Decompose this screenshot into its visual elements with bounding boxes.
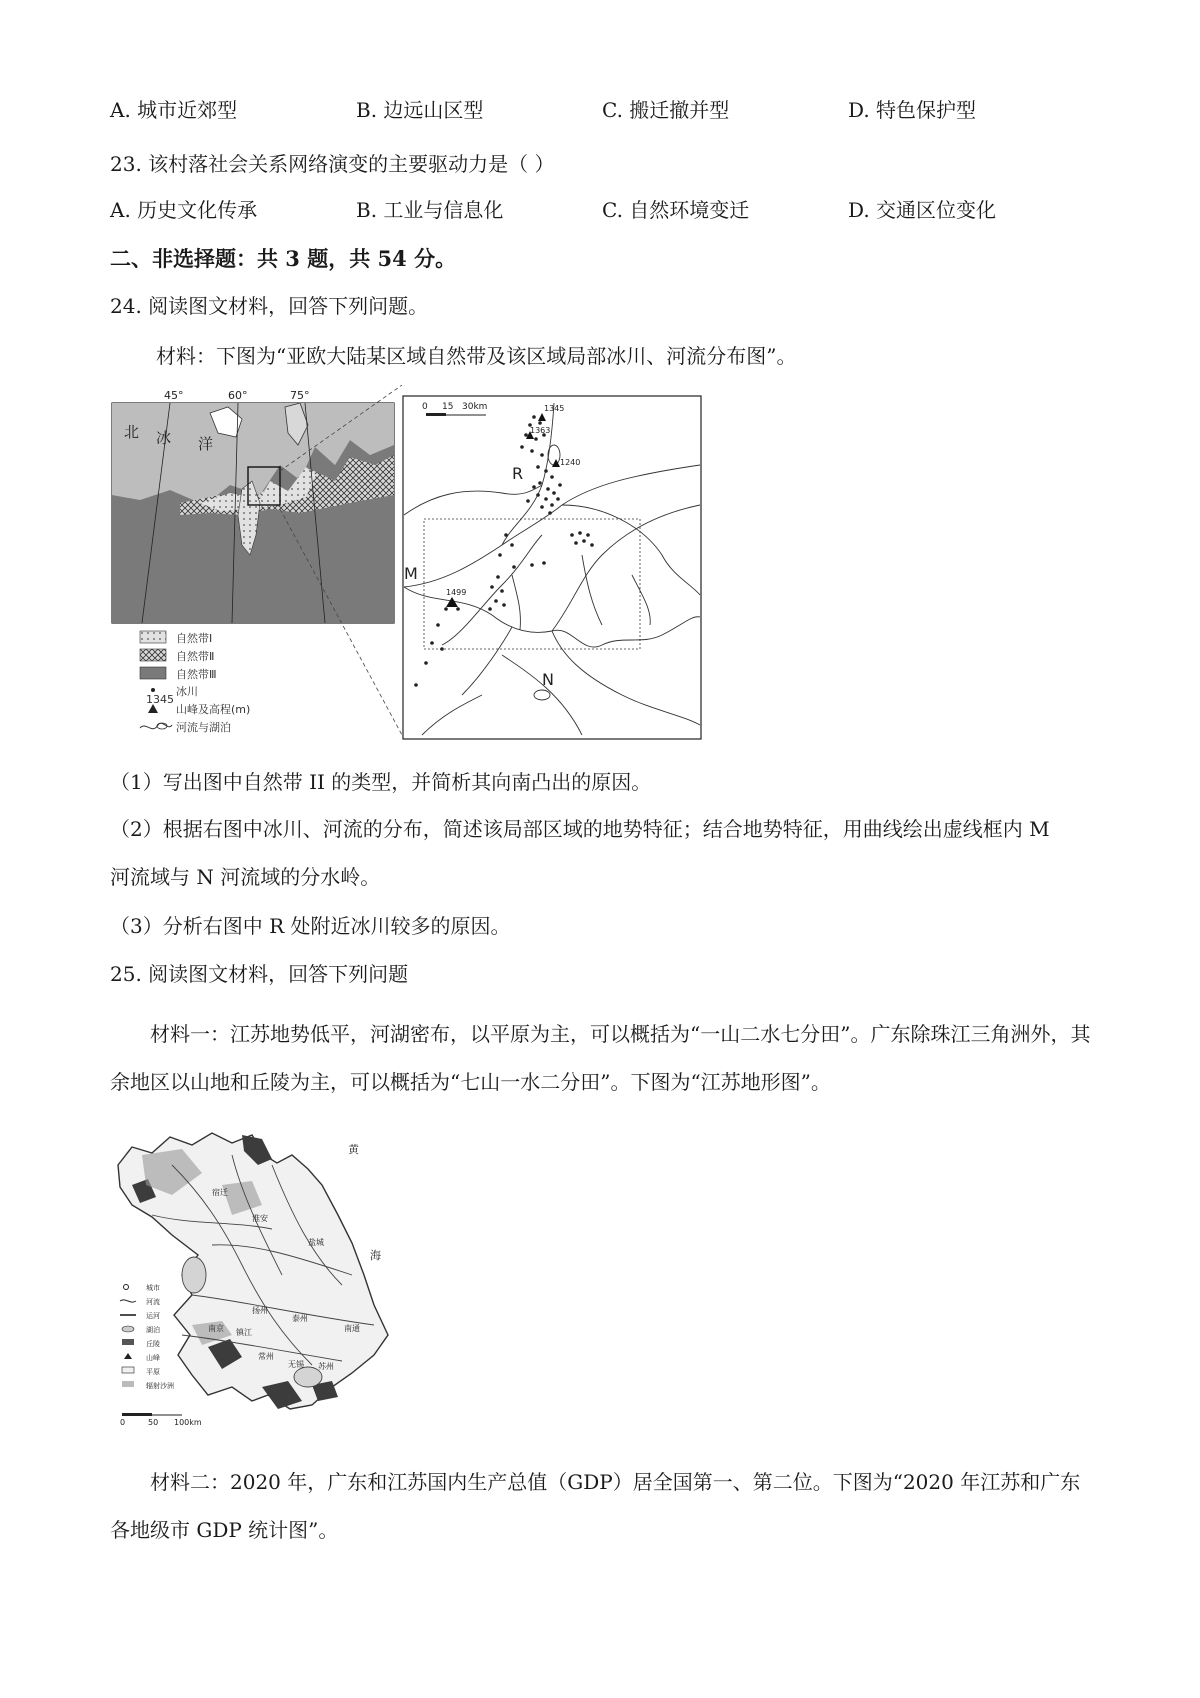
svg-text:淮安: 淮安 bbox=[252, 1214, 268, 1223]
svg-text:30km: 30km bbox=[462, 402, 488, 412]
sea-char-1: 黄 bbox=[348, 1143, 359, 1156]
svg-text:平原: 平原 bbox=[146, 1368, 160, 1376]
svg-text:河流: 河流 bbox=[146, 1298, 160, 1306]
sea-char-2: 海 bbox=[370, 1249, 381, 1262]
dark-fill-icon bbox=[140, 667, 166, 679]
svg-text:苏州: 苏州 bbox=[318, 1362, 334, 1371]
svg-text:宿迁: 宿迁 bbox=[212, 1188, 228, 1197]
lon-label-45: 45° bbox=[164, 389, 184, 402]
letter-r: R bbox=[512, 464, 524, 483]
legend-label-river: 河流与湖泊 bbox=[176, 721, 231, 734]
q23-stem: 23. 该村落社会关系网络演变的主要驱动力是（ ） bbox=[110, 152, 555, 176]
svg-text:泰州: 泰州 bbox=[292, 1314, 308, 1323]
peak-label-1363: 1363 bbox=[530, 426, 551, 435]
connector-lines bbox=[270, 385, 410, 745]
svg-text:扬州: 扬州 bbox=[252, 1306, 268, 1315]
letter-n: N bbox=[542, 670, 554, 689]
legend-label-zone-1: 自然带Ⅰ bbox=[176, 632, 213, 645]
svg-text:辐射沙洲: 辐射沙洲 bbox=[146, 1382, 174, 1390]
ocean-char-3: 洋 bbox=[198, 435, 214, 453]
q23-option-b[interactable]: B. 工业与信息化 bbox=[356, 198, 504, 222]
svg-text:50: 50 bbox=[148, 1418, 159, 1427]
svg-text:100km: 100km bbox=[174, 1418, 202, 1427]
svg-text:15: 15 bbox=[442, 402, 454, 412]
q22-option-d[interactable]: D. 特色保护型 bbox=[848, 98, 977, 122]
svg-text:0: 0 bbox=[120, 1418, 126, 1427]
legend-label-peak: 山峰及高程(m) bbox=[176, 703, 251, 716]
svg-text:南通: 南通 bbox=[344, 1324, 360, 1333]
q22-option-b[interactable]: B. 边远山区型 bbox=[356, 98, 484, 122]
peak-label-1240: 1240 bbox=[560, 458, 581, 467]
legend-label-zone-2: 自然带Ⅱ bbox=[176, 650, 215, 663]
legend-label-zone-3: 自然带Ⅲ bbox=[176, 668, 217, 681]
q24-sub3: （3）分析右图中 R 处附近冰川较多的原因。 bbox=[110, 914, 511, 938]
svg-text:镇江: 镇江 bbox=[236, 1328, 252, 1337]
dotted-pattern-icon bbox=[140, 631, 166, 643]
q24-sub2-line1: （2）根据右图中冰川、河流的分布，简述该局部区域的地势特征；结合地势特征，用曲线绘出虚线框内 M bbox=[110, 817, 1050, 841]
svg-text:城市: 城市 bbox=[146, 1284, 160, 1292]
q24-sub1: （1）写出图中自然带 II 的类型，并简析其向南凸出的原因。 bbox=[110, 770, 652, 794]
svg-text:丘陵: 丘陵 bbox=[146, 1340, 160, 1348]
svg-text:0: 0 bbox=[422, 402, 428, 412]
svg-text:常州: 常州 bbox=[258, 1352, 274, 1361]
q24-stem: 24. 阅读图文材料，回答下列问题。 bbox=[110, 294, 429, 318]
legend-peak-sample: 1345 bbox=[146, 693, 174, 706]
jiangsu-legend bbox=[120, 1283, 174, 1390]
q24-sub2-line2: 河流域与 N 河流域的分水岭。 bbox=[110, 865, 381, 889]
glacier-river-map bbox=[402, 395, 702, 740]
q23-option-a[interactable]: A. 历史文化传承 bbox=[110, 198, 258, 222]
legend-label-glacier: 冰川 bbox=[176, 685, 198, 698]
dot-icon bbox=[151, 688, 155, 692]
peak-label-1499: 1499 bbox=[446, 588, 467, 597]
jiangsu-scale-bar bbox=[120, 1413, 202, 1427]
letter-m: M bbox=[404, 564, 418, 583]
q25-material-2: 材料二：2020 年，广东和江苏国内生产总值（GDP）居全国第一、第二位。下图为“2020 年江苏和广东各地级市 GDP 统计图”。 bbox=[110, 1470, 1081, 1542]
ocean-char-2: 冰 bbox=[156, 429, 172, 447]
svg-text:山峰: 山峰 bbox=[146, 1354, 160, 1362]
q22-option-a[interactable]: A. 城市近郊型 bbox=[110, 98, 238, 122]
lon-label-75: 75° bbox=[290, 389, 310, 402]
svg-text:盐城: 盐城 bbox=[308, 1238, 324, 1247]
jiangsu-terrain-map bbox=[112, 1125, 442, 1430]
section-heading: 二、非选择题：共 3 题，共 54 分。 bbox=[110, 246, 457, 271]
crosshatch-pattern-icon bbox=[140, 649, 166, 661]
q25-material-1: 材料一：江苏地势低平，河湖密布，以平原为主，可以概括为“一山二水七分田”。广东除珠江三角洲外，其余地区以山地和丘陵为主，可以概括为“七山一水二分田”。下图为“江苏地形图”。 bbox=[110, 1022, 1091, 1094]
svg-text:无锡: 无锡 bbox=[288, 1360, 304, 1369]
svg-text:运河: 运河 bbox=[146, 1312, 160, 1320]
q22-option-c[interactable]: C. 搬迁撤并型 bbox=[602, 98, 730, 122]
peak-label-1345: 1345 bbox=[544, 404, 565, 413]
lon-label-60: 60° bbox=[228, 389, 248, 402]
q24-material: 材料：下图为“亚欧大陆某区域自然带及该区域局部冰川、河流分布图”。 bbox=[156, 344, 797, 368]
map-legend bbox=[140, 631, 250, 734]
svg-text:南京: 南京 bbox=[208, 1324, 224, 1333]
q25-stem: 25. 阅读图文材料，回答下列问题 bbox=[110, 962, 409, 986]
ocean-char-1: 北 bbox=[124, 423, 140, 441]
svg-text:湖泊: 湖泊 bbox=[146, 1326, 160, 1334]
q23-option-c[interactable]: C. 自然环境变迁 bbox=[602, 198, 750, 222]
q23-option-d[interactable]: D. 交通区位变化 bbox=[848, 198, 997, 222]
